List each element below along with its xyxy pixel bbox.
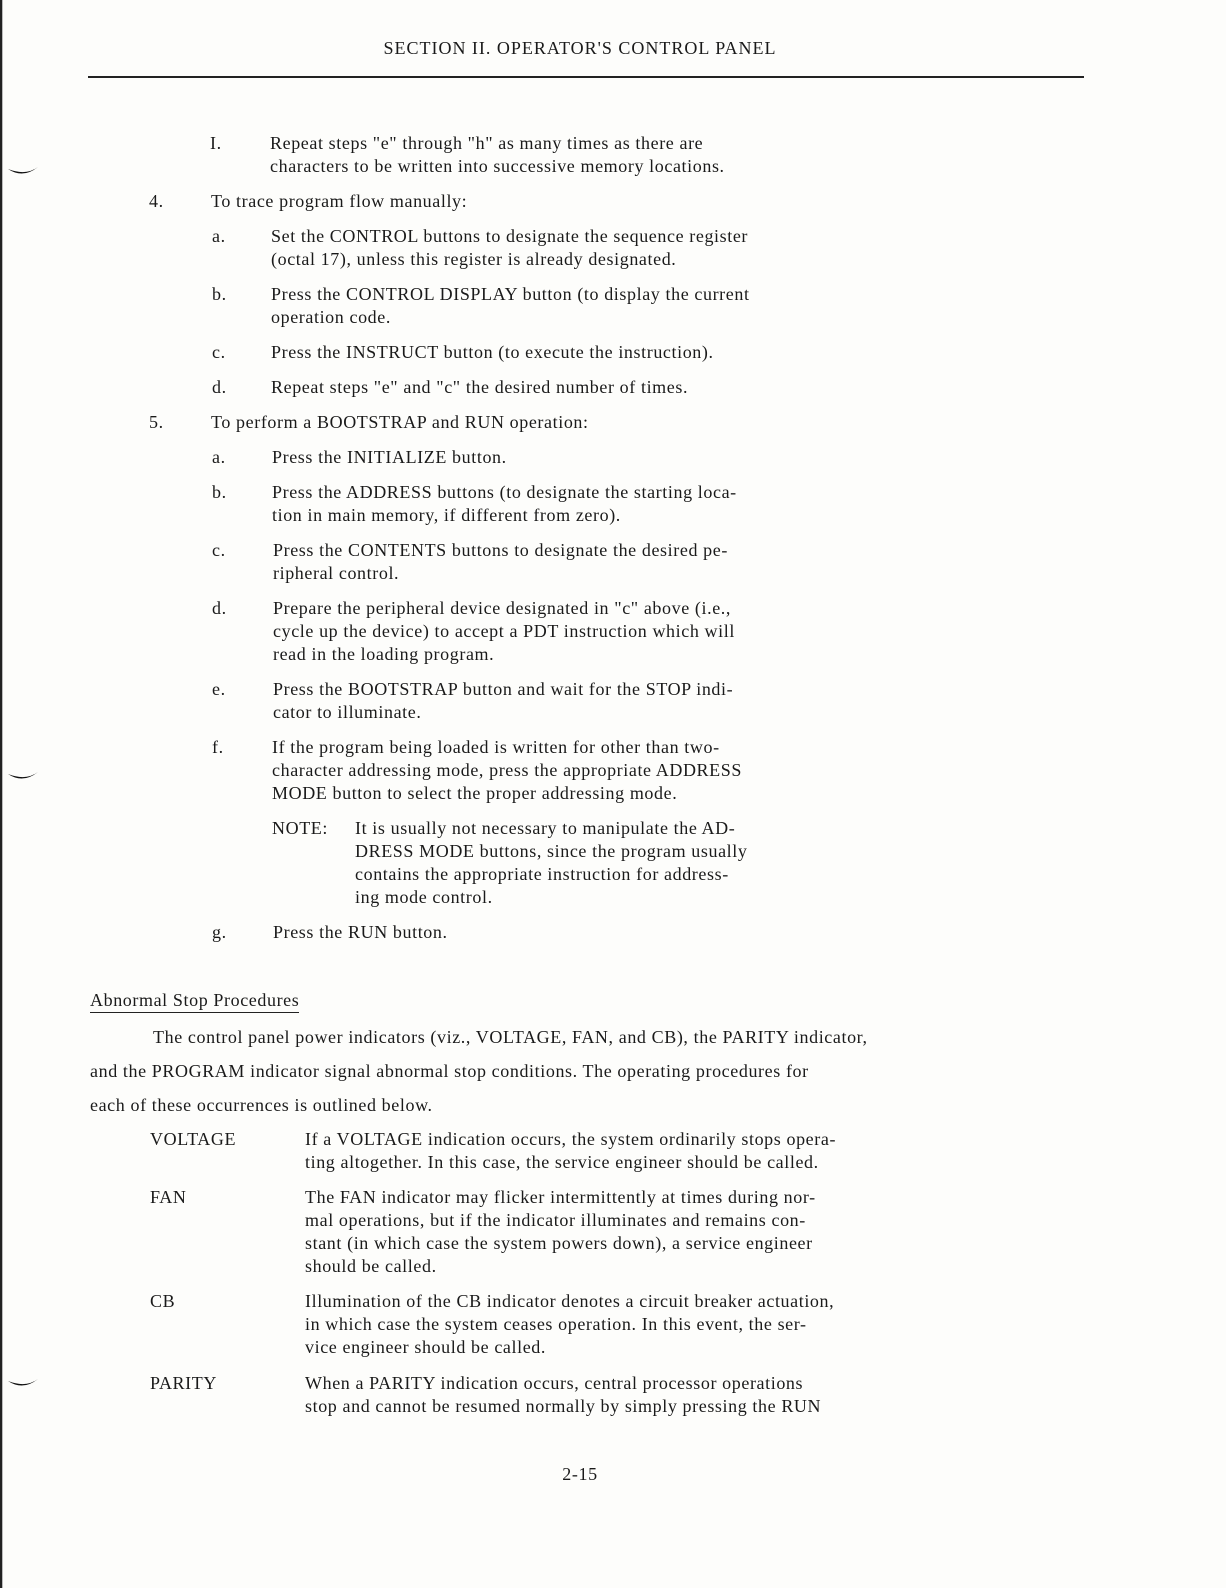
item-text-line: Press the CONTROL DISPLAY button (to display the current	[271, 284, 750, 304]
item-text-line: If the program being loaded is written for other than two-	[272, 737, 720, 757]
definition-text-line: in which case the system ceases operation. In this event, the ser-	[305, 1314, 807, 1334]
item-label: I.	[210, 133, 222, 153]
item-label: c.	[212, 342, 226, 362]
page-number: 2-15	[562, 1464, 598, 1484]
item-label: b.	[212, 284, 227, 304]
definition-term: PARITY	[150, 1373, 217, 1393]
item-text-line: MODE button to select the proper addressing mode.	[272, 783, 678, 803]
item-text-line: read in the loading program.	[273, 644, 495, 664]
definition-text-line: vice engineer should be called.	[305, 1337, 547, 1357]
item-text-line: To trace program flow manually:	[211, 191, 468, 211]
binder-hole-mark	[8, 167, 38, 177]
item-text-line: characters to be written into successive memory locations.	[270, 156, 725, 176]
item-label: 4.	[149, 191, 164, 211]
definition-text-line: mal operations, but if the indicator illuminates and remains con-	[305, 1210, 806, 1230]
definition-term: VOLTAGE	[150, 1129, 237, 1149]
page-header: SECTION II. OPERATOR'S CONTROL PANEL	[383, 38, 777, 58]
definition-text-line: Illumination of the CB indicator denotes a circuit breaker actuation,	[305, 1291, 835, 1311]
item-text-line: (octal 17), unless this register is already designated.	[271, 249, 677, 269]
definition-text-line: The FAN indicator may flicker intermittently at times during nor-	[305, 1187, 816, 1207]
item-text-line: cycle up the device) to accept a PDT instruction which will	[273, 621, 735, 641]
item-text-line: Set the CONTROL buttons to designate the sequence register	[271, 226, 749, 246]
item-label: b.	[212, 482, 227, 502]
item-text-line: tion in main memory, if different from zero).	[272, 505, 621, 525]
note-text-line: contains the appropriate instruction for address-	[355, 864, 729, 884]
item-text-line: Prepare the peripheral device designated in "c" above (i.e.,	[273, 598, 732, 618]
note-text-line: DRESS MODE buttons, since the program usually	[355, 841, 748, 861]
item-label: d.	[212, 598, 227, 618]
note-label: NOTE:	[272, 818, 328, 838]
definition-term: FAN	[150, 1187, 187, 1207]
paragraph-line: and the PROGRAM indicator signal abnormal stop conditions. The operating procedures for	[90, 1061, 809, 1081]
binder-hole-mark	[8, 772, 38, 782]
definition-text-line: stop and cannot be resumed normally by simply pressing the RUN	[305, 1396, 822, 1416]
item-label: c.	[212, 540, 226, 560]
item-text-line: operation code.	[271, 307, 391, 327]
item-text-line: Press the CONTENTS buttons to designate the desired pe-	[273, 540, 728, 560]
definition-term: CB	[150, 1291, 176, 1311]
item-label: f.	[212, 737, 224, 757]
item-text-line: Press the INSTRUCT button (to execute the instruction).	[271, 342, 714, 362]
item-label: a.	[212, 447, 226, 467]
definition-text-line: stant (in which case the system powers down), a service engineer	[305, 1233, 813, 1253]
binder-hole-mark	[8, 1379, 38, 1389]
header-rule	[88, 76, 1084, 78]
paragraph-line: each of these occurrences is outlined below.	[90, 1095, 433, 1115]
item-label: 5.	[149, 412, 164, 432]
item-text-line: cator to illuminate.	[273, 702, 422, 722]
item-text-line: Repeat steps "e" through "h" as many times as there are	[270, 133, 704, 153]
item-label: e.	[212, 679, 226, 699]
item-text-line: character addressing mode, press the appropriate ADDRESS	[272, 760, 742, 780]
item-text-line: Press the ADDRESS buttons (to designate the starting loca-	[272, 482, 737, 502]
item-text-line: To perform a BOOTSTRAP and RUN operation:	[211, 412, 589, 432]
note-text-line: ing mode control.	[355, 887, 493, 907]
section-heading: Abnormal Stop Procedures	[90, 989, 299, 1013]
item-text-line: Press the RUN button.	[273, 922, 448, 942]
item-label: g.	[212, 922, 227, 942]
definition-text-line: ting altogether. In this case, the service engineer should be called.	[305, 1152, 819, 1172]
page-binding-edge	[0, 0, 5, 1588]
item-text-line: Press the INITIALIZE button.	[272, 447, 507, 467]
definition-text-line: If a VOLTAGE indication occurs, the system ordinarily stops opera-	[305, 1129, 837, 1149]
item-text-line: Repeat steps "e" and "c" the desired number of times.	[271, 377, 689, 397]
item-text-line: ripheral control.	[273, 563, 400, 583]
paragraph-line: The control panel power indicators (viz., VOLTAGE, FAN, and CB), the PARITY indicator,	[153, 1027, 868, 1047]
item-label: a.	[212, 226, 226, 246]
item-label: d.	[212, 377, 227, 397]
item-text-line: Press the BOOTSTRAP button and wait for the STOP indi-	[273, 679, 734, 699]
note-text-line: It is usually not necessary to manipulate the AD-	[355, 818, 736, 838]
definition-text-line: When a PARITY indication occurs, central processor operations	[305, 1373, 804, 1393]
definition-text-line: should be called.	[305, 1256, 437, 1276]
